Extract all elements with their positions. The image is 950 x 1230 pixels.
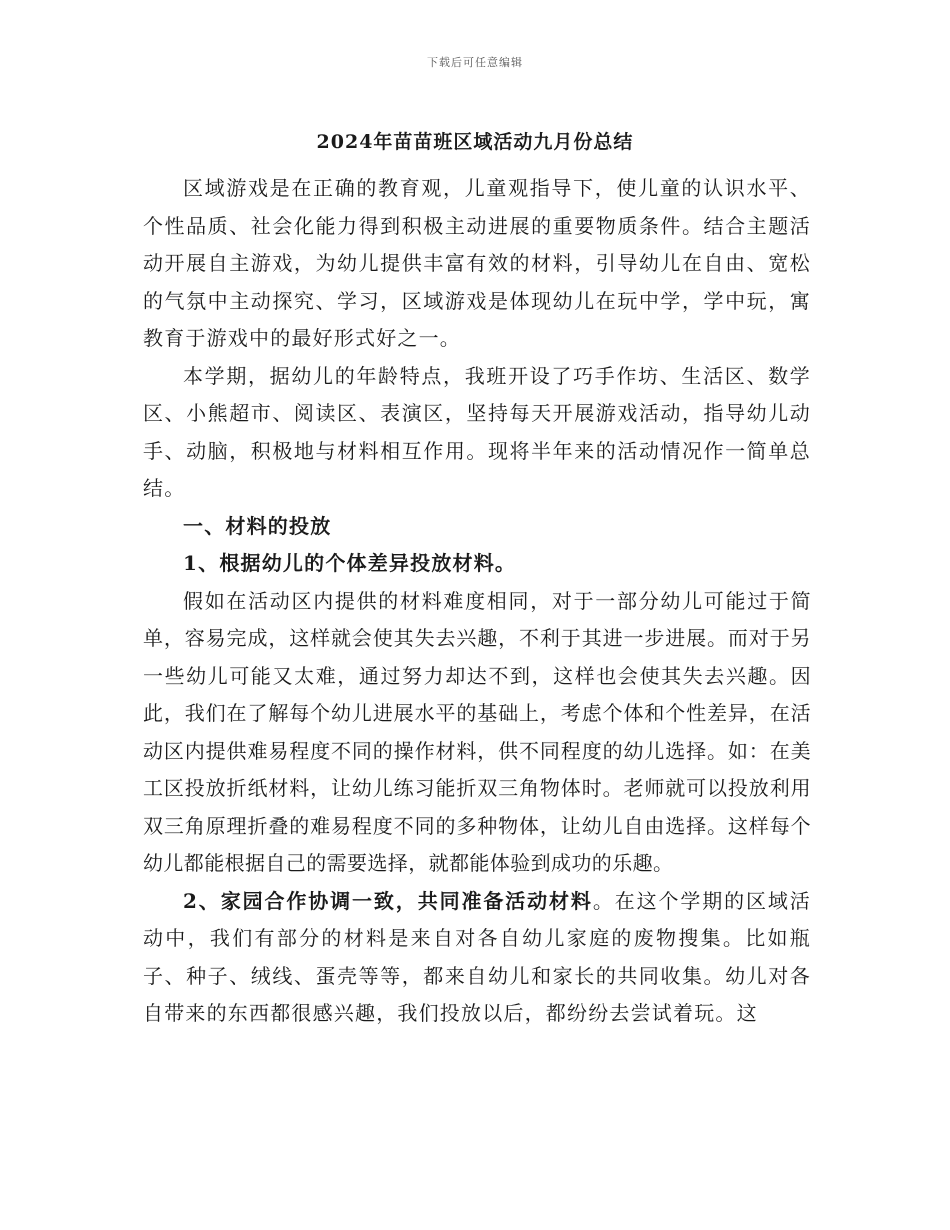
page-title: 2024年苗苗班区域活动九月份总结 bbox=[316, 131, 634, 153]
paragraph-home-cooperation-text: 。在这个学期的区域活动中，我们有部分的材料是来自对各自幼儿家庭的废物搜集。比如瓶子、种子、绒线、蛋壳等等，都来自幼儿和家长的共同收集。幼儿对各自带来的东西都很感兴趣，我们投放以后，都纷纷去尝试着玩。这 bbox=[143, 888, 812, 1025]
subheading-individual-differences: 1、根据幼儿的个体差异投放材料。 bbox=[183, 551, 517, 575]
subheading-home-cooperation: 2、家园合作协调一致，共同准备活动材料 bbox=[183, 888, 593, 913]
document-body bbox=[143, 170, 811, 1033]
paragraph-semester: 本学期，据幼儿的年龄特点，我班开设了巧手作坊、生活区、数学区、小熊超市、阅读区、表演区，坚持每天开展游戏活动，指导幼儿动手、动脑，积极地与材料相互作用。现将半年来的活动情况作一简单总结。 bbox=[143, 363, 811, 500]
header-note: 下载后可任意编辑 bbox=[427, 56, 523, 69]
paragraph-intro: 区域游戏是在正确的教育观，儿童观指导下，使儿童的认识水平、个性品质、社会化能力得到积极主动进展的重要物质条件。结合主题活动开展自主游戏，为幼儿提供丰富有效的材料，引导幼儿在自由、宽松的气氛中主动探究、学习，区域游戏是体现幼儿在玩中学，学中玩，寓教育于游戏中的最好形式好之一。 bbox=[143, 176, 811, 350]
paragraph-home-cooperation bbox=[143, 883, 811, 1033]
paragraph-difficulty: 假如在活动区内提供的材料难度相同，对于一部分幼儿可能过于简单，容易完成，这样就会使其失去兴趣，不利于其进一步进展。而对于另一些幼儿可能又太难，通过努力却达不到，这样也会使其失去兴趣。因此，我们在了解每个幼儿进展水平的基础上，考虑个体和个性差异，在活动区内提供难易程度不同的操作材料，供不同程度的幼儿选择。如：在美工区投放折纸材料，让幼儿练习能折双三角物体时。老师就可以投放利用双三角原理折叠的难易程度不同的多种物体，让幼儿自由选择。这样每个幼儿都能根据自己的需要选择，就都能体验到成功的乐趣。 bbox=[143, 588, 811, 875]
section-heading-materials: 一、材料的投放 bbox=[183, 513, 332, 538]
